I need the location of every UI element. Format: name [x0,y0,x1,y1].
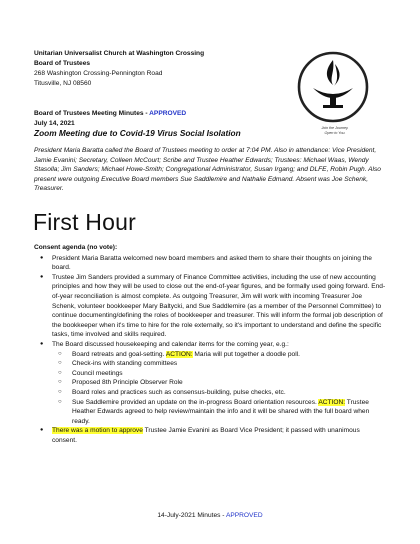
board-name: Board of Trustees [34,60,91,67]
approved-status: APPROVED [149,110,187,117]
list-item: ● The Board discussed housekeeping and calendar items for the coming year, e.g.: ○ Board retreats and goal-setting. ACTION: Maria will put together a doodle poll. ○ Check-ins with standing committees ○ Council meetings ○ Proposed 8th Principle Observer Role ○ Board roles and practices such as consensus-building, pulse checks, etc. ○ Sue Saddlemire provided an update on the in-progress Board orientation resources. ACTION: Trustee Heather Edwards agreed to help review/maintain the info and it will be shared with the full board when ready. [34,340,386,426]
zoom-note: Zoom Meeting due to Covid-19 Virus Social Isolation [34,128,241,138]
minutes-title-block [34,109,186,128]
list-item: ● Trustee Jim Sanders provided a summary of Finance Committee activities, including the use of new accounting principles and how they will be used to close out the end-of-year figures, and be formally used going forward. End-of-year reconciliation is almost complete. As outgoing Treasurer, Jim will work with incoming Treasurer Joe Schenk, volunteer bookkeeper Mary Baltycki, and Sue Saddlemire (as a member of the Personnel Committee) to continue documenting/defining the roles of bookkeeper and treasurer. This will inform the formal job description of the bookkeeper when it's time to hire for the role externally, so it's important to understand and define the specific tasks, time involved and skills required. [34,273,386,340]
section-heading: First Hour [33,209,136,235]
address-line-2: Titusville, NJ 08560 [34,80,92,87]
logo-tagline: Join the Journey. Open to You. [321,126,349,135]
address-line-1: 268 Washington Crossing-Pennington Road [34,70,163,77]
motion-highlight: There was a motion to approve [52,427,143,435]
sub-list-item: ○ Board roles and practices such as consensus-building, pulse checks, etc. [34,388,386,398]
list-item: ● There was a motion to approve Trustee Jamie Evanini as Board Vice President; it passed with unanimous consent. [34,426,386,445]
sub-list-item: ○ Council meetings [34,369,386,379]
sub-list-item: ○ Proposed 8th Principle Observer Role [34,378,386,388]
chalice-logo [293,50,373,124]
church-name: Unitarian Universalist Church at Washington Crossing [34,50,205,57]
minutes-title: Board of Trustees Meeting Minutes - APPROVED [34,110,187,117]
sub-list-item: ○ Sue Saddlemire provided an update on the in-progress Board orientation resources. ACTION: Trustee Heather Edwards agreed to help review/maintain the info and it will be shared with the full board when ready. [34,398,386,427]
attendance-paragraph: President Maria Baratta called the Board of Trustees meeting to order at 7:04 PM. Also in attendance: Vice President, Jamie Evanini; Secretary, Colleen McCourt; Scribe and Trustee Heather Edwards; Trustees: Michael Waas, Wendy Stasolla; Jim Sanders; Michael Howe-Smith; Congregational Administrator, Susan Irgang; and DLFE, Robin Pugh. Also present were outgoing Executive Board members Sue Saddlemire and Nathalie Edmand. Absent was Joe Schenk, Treasurer. [34,147,381,193]
meeting-date: July 14, 2021 [34,119,75,127]
footer-status: APPROVED [225,512,263,519]
agenda-list [34,254,386,446]
action-highlight: ACTION: [318,398,346,406]
letterhead [34,49,284,89]
action-highlight: ACTION: [165,350,193,358]
housekeeping-sublist [52,350,386,427]
sub-list-item: ○ Check-ins with standing committees [34,359,386,369]
consent-label: Consent agenda (no vote): [34,244,118,251]
page-footer: 14-July-2021 Minutes - APPROVED [157,512,263,519]
consent-agenda [34,243,386,445]
list-item: ● President Maria Baratta welcomed new board members and asked them to share their thoughts on joining the board. [34,254,386,273]
sub-list-item: ○ Board retreats and goal-setting. ACTION: Maria will put together a doodle poll. [34,350,386,360]
